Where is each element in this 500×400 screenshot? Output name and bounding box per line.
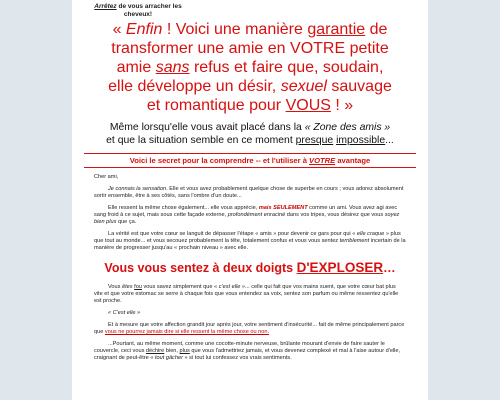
greeting: Cher ami, [94,174,119,180]
tagline-rest: de vous arracher les [116,3,182,10]
headline-text: transformer une amie en VOTRE petite [111,40,389,57]
paragraph-text: bien, [164,348,180,354]
paragraph [94,341,406,362]
tagline-hair: cheveux! [123,11,153,18]
paragraph-text: La vérité est que votre cœur se languit de dépasser l'étape « amis » pour devenir ce gars pour qui « [108,231,357,237]
banner-text: Voici le secret pour la comprendre -- et l'utiliser à [129,156,310,165]
tagline [90,3,186,19]
explode-heading [82,260,418,275]
subheadline-zone: « Zone des amis » [304,122,391,133]
emphasis: plus [179,348,190,354]
tagline-stop: Arrêtez [94,3,117,10]
emphasis: terriblement [339,238,370,244]
headline-vous: VOUS [285,97,331,114]
paragraph-text: Elle ressent la même chose également... elle vous apprécie, [108,205,259,211]
paragraph-text: dans vos tripes, vous désirez que vous [285,212,385,218]
headline-sexuel: sexuel [280,78,327,95]
emphasis: êtes [122,284,133,290]
paragraph [94,186,406,200]
emphasis: tout gâcher [154,355,183,361]
emphasis: profondément enraciné [227,212,286,218]
headline-text: ! Voici une manière [162,21,308,38]
headline-text: refus et faire que, soudain, [189,59,384,76]
headline-text: ! » [330,97,354,114]
emphasis: « C'est elle » [108,310,141,316]
paragraph-text: que ça. [116,219,137,225]
headline-text: de [365,21,388,38]
emphasis: mais SEULEMENT [258,205,308,211]
emphasis: vous ne pourrez jamais dire si elle ressent la même chose ou non. [104,329,270,335]
paragraph-text: ...Pourtant, au même moment, comme une cocotte-minute nerveuse, brûlante mourant d'envie de faire sauter le couvercle, ceci vous [94,341,385,354]
headline-text: « [112,21,126,38]
paragraph [94,284,406,305]
paragraph-text: » plus que tout au monde... et vous secouez probablement la tête, totalement confus et vous vous sentez [94,231,401,244]
paragraph [94,231,406,252]
emphasis: soyez bien plus [94,212,400,225]
emphasis: Je connais la sensation [108,186,167,192]
emphasis: elle craque [356,231,385,237]
secret-banner [84,153,416,168]
headline [82,20,418,115]
paragraph-text: Vous [108,284,122,290]
banner-votre: VOTRE [309,156,336,165]
paragraph-text: »... celle qui fait que vos mains suent, que votre cœur bat plus vite et que votre estomac se serre à chaque fois que vous entendez sa voix, sentez son parfum ou même ressentez qu'elle est proche. [94,284,399,304]
headline-text: et romantique pour [146,97,286,114]
emphasis: fou [134,284,142,290]
headline-text: elle développe un désir, [108,78,281,95]
explode-text: … [383,261,396,275]
subheadline [82,121,418,147]
headline-sans: sans [155,59,190,76]
subheadline-text: et que la situation semble en ce moment [106,135,296,146]
subheadline-text: ... [385,135,394,146]
paragraph-text: . Elle et vous avez probablement quelque chose de superbe en cours ; vous adorez absolument sortir ensemble, être à ses côtés, sans l'ombre d'un doute... [94,186,404,199]
paragraph-text: que vous l'admettriez jamais, et vous devenez complexé et mal à l'aise autour d'elle, craignant de peut-être « [94,348,401,361]
sales-letter-page [72,0,428,400]
explode-text: Vous vous sentez à deux doigts [104,261,297,275]
letter-body [94,174,406,252]
subheadline-text: Même lorsqu'elle vous avait placé dans la [109,122,305,133]
headline-enfin: Enfin [125,21,163,38]
paragraph-text: comme un ami. Vous avez agi avec sang froid à ce sujet, mais sous cette façade externe, [94,205,398,218]
paragraph [94,205,406,226]
explode-word: D'EXPLOSER [296,260,384,275]
paragraph [94,322,406,336]
paragraph-text: incertain de la manière de progresser jusqu'au « prochain niveau » avec elle. [94,238,406,251]
subheadline-presque: presque [295,135,334,146]
paragraph-text: Et à mesure que votre affection grandit jour après jour, votre sentiment d'insécurité... fait de même principalement parce que [94,322,405,335]
letter-body-continued [94,284,406,362]
paragraph-text: vous savez simplement que « [141,284,219,290]
headline-garantie: garantie [307,21,366,38]
banner-text: avantage [335,156,371,165]
subheadline-impossible: impossible [336,135,386,146]
emphasis: déchire [145,348,165,354]
paragraph [94,310,406,317]
headline-text: amie [116,59,156,76]
headline-text: sauvage [326,78,392,95]
emphasis: c'est elle [218,284,241,290]
paragraph-text: » si tout lui confessez vos vrais sentiments. [182,355,292,361]
